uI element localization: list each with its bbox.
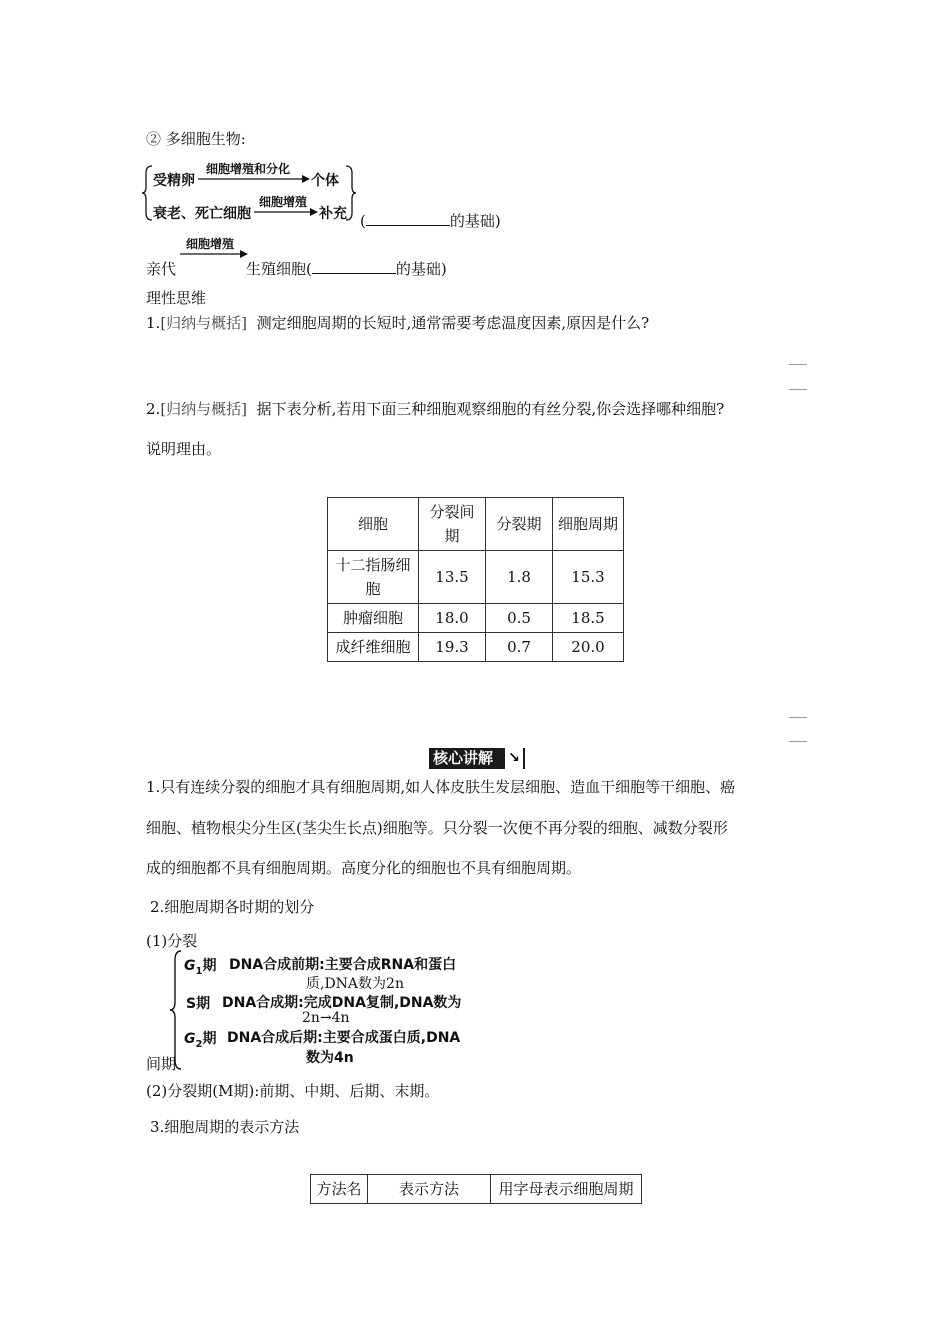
table-header-row [311, 1175, 642, 1204]
table-header-row [328, 498, 624, 551]
interphase-label-bottom: 间期 [146, 1055, 177, 1073]
question-2-cont: 说明理由。 [146, 440, 222, 458]
table-cell: 19.3 [419, 633, 486, 662]
cell-cycle-table [327, 497, 624, 662]
g2-suffix: 期 [202, 1031, 217, 1047]
table-cell: 十二指肠细胞 [328, 551, 419, 604]
table-cell: 15.3 [553, 551, 624, 604]
table-cell: 0.7 [486, 633, 553, 662]
core-paragraph-3: 3.细胞周期的表示方法 [150, 1118, 300, 1136]
table-row [328, 633, 624, 662]
table-header: 用字母表示细胞周期 [491, 1175, 642, 1204]
blank-2 [312, 259, 396, 274]
table-header: 细胞周期 [553, 498, 624, 551]
banner-label: 核心讲解 [433, 749, 494, 767]
question-2 [146, 398, 724, 419]
q2-tag: [归纳与概括] [160, 400, 248, 418]
method-table [310, 1174, 642, 1204]
table-cell: 13.5 [419, 551, 486, 604]
table-header: 细胞 [328, 498, 419, 551]
q2-text: 据下表分析,若用下面三种细胞观察细胞的有丝分裂,你会选择哪种细胞? [256, 400, 725, 418]
supplement-label: 补充 [319, 206, 347, 222]
g1-suffix: 期 [202, 958, 217, 974]
row1-arrow [198, 175, 310, 183]
interphase-label-top: (1)分裂 [146, 932, 198, 950]
core-paragraph-2: 2.细胞周期各时期的划分 [150, 898, 315, 916]
group-note: 的基础) [449, 212, 501, 230]
g1-label [184, 955, 216, 977]
q1-tag: [归纳与概括] [160, 314, 248, 332]
answer-line [789, 717, 807, 718]
rational-thinking-title: 理性思维 [146, 289, 207, 307]
q1-text: 测定细胞周期的长短时,通常需要考虑温度因素,原因是什么? [256, 314, 650, 332]
row1-arrow-label: 细胞增殖和分化 [206, 162, 291, 176]
answer-line [789, 364, 807, 365]
core-explanation-banner [429, 748, 525, 769]
s-phase-description: DNA合成期:完成DNA复制,DNA数为 [222, 995, 462, 1011]
blank-1 [366, 211, 450, 226]
germ-cells-label: 生殖细胞( [246, 260, 312, 278]
interphase-brace [170, 950, 182, 1070]
row2-arrow [254, 208, 318, 216]
g1-description: DNA合成前期:主要合成RNA和蛋白 [229, 957, 457, 973]
individual-label: 个体 [311, 173, 339, 189]
g2-description: DNA合成后期:主要合成蛋白质,DNA [227, 1030, 461, 1046]
mitosis-phase: (2)分裂期(M期):前期、中期、后期、末期。 [146, 1082, 440, 1100]
g2-label [184, 1028, 216, 1050]
table-cell: 18.5 [553, 604, 624, 633]
g2-description-cont: 数为4n [306, 1050, 354, 1066]
table-cell: 20.0 [553, 633, 624, 662]
table-header: 分裂间期 [419, 498, 486, 551]
g2-letter: G [184, 1031, 196, 1047]
g1-description-cont: 质,DNA数为2n [306, 976, 404, 992]
aging-cells-label: 衰老、死亡细胞 [153, 206, 251, 222]
group-fill-blank [360, 210, 501, 231]
table-cell: 18.0 [419, 604, 486, 633]
germ-note: 的基础) [395, 260, 447, 278]
q2-number: 2. [146, 400, 161, 418]
table-header: 分裂期 [486, 498, 553, 551]
row3-arrow [180, 250, 248, 258]
row2-arrow-label: 细胞增殖 [259, 195, 308, 209]
g1-letter: G [184, 958, 196, 974]
q1-number: 1. [146, 314, 161, 332]
paren-open: ( [360, 212, 366, 230]
g2-subscript: 2 [195, 1038, 203, 1050]
core-paragraph-1-line3: 成的细胞都不具有细胞周期。高度分化的细胞也不具有细胞周期。 [146, 859, 582, 877]
s-phase-description-cont: 2n→4n [302, 1010, 350, 1026]
answer-line [789, 741, 807, 742]
parent-label: 亲代 [146, 260, 177, 278]
g1-subscript: 1 [195, 965, 203, 977]
core-paragraph-1-line1: 1.只有连续分裂的细胞才具有细胞周期,如人体皮肤生发层细胞、造血干细胞等干细胞、癌 [146, 778, 736, 796]
multicell-heading: ② 多细胞生物: [146, 130, 246, 148]
s-phase-label: S期 [186, 996, 211, 1012]
table-row [328, 604, 624, 633]
table-row [328, 551, 624, 604]
answer-line [789, 389, 807, 390]
row3-arrow-label: 细胞增殖 [186, 237, 235, 251]
table-header: 表示方法 [368, 1175, 491, 1204]
question-1 [146, 312, 649, 333]
arrow-down-right-icon: ↘ [505, 748, 523, 769]
table-cell: 0.5 [486, 604, 553, 633]
table-cell: 肿瘤细胞 [328, 604, 419, 633]
table-cell: 成纤维细胞 [328, 633, 419, 662]
table-cell: 1.8 [486, 551, 553, 604]
zygote-label: 受精卵 [153, 173, 195, 189]
germ-cells-line [246, 258, 447, 279]
core-paragraph-1-line2: 细胞、植物根尖分生区(茎尖生长点)细胞等。只分裂一次便不再分裂的细胞、减数分裂形 [146, 819, 728, 837]
table-header: 方法名 [311, 1175, 368, 1204]
